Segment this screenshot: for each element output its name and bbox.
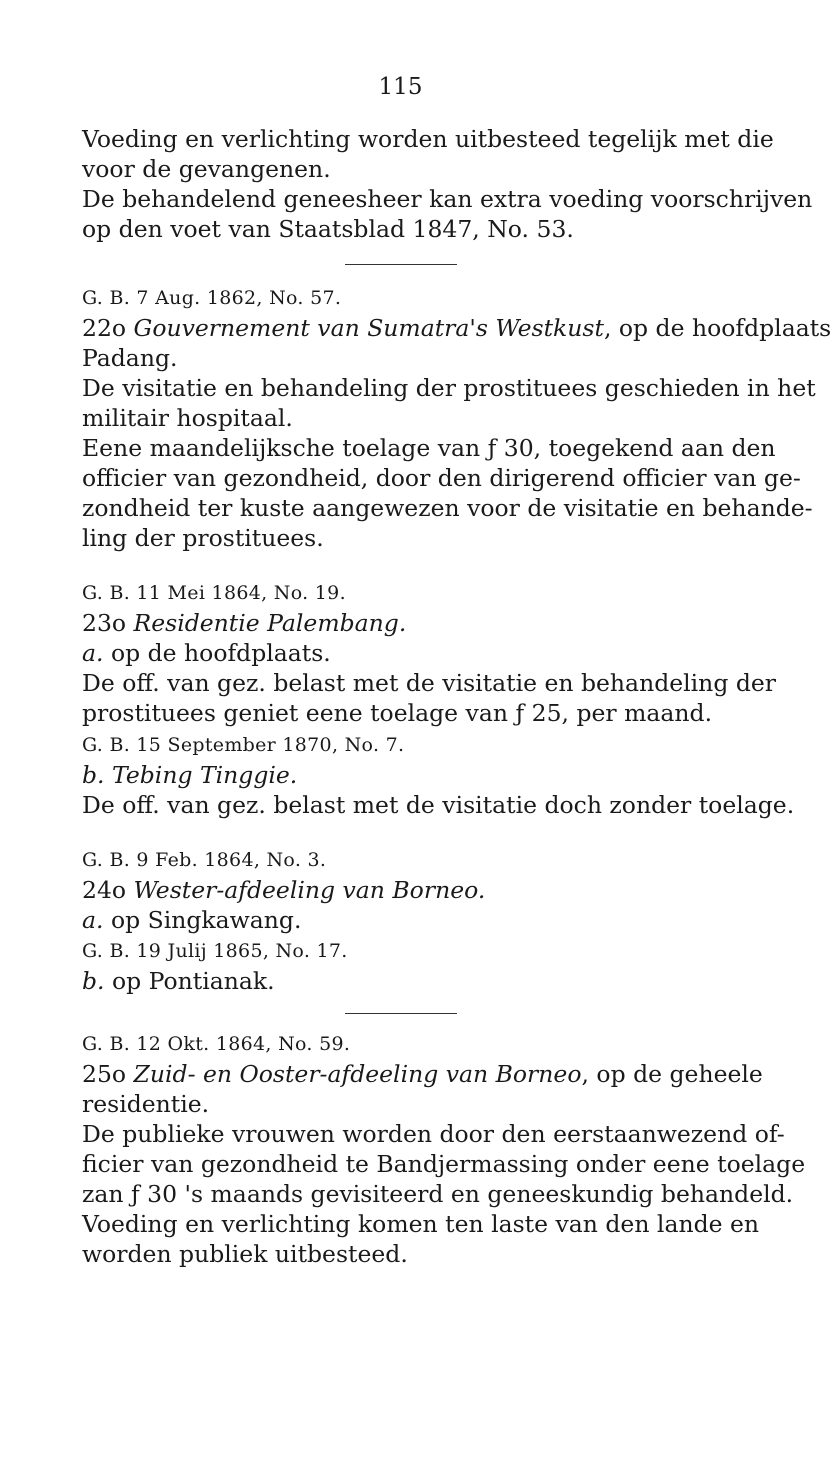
decree-reference: G. B. 19 Julij 1865, No. 17. — [82, 940, 348, 962]
text-line: De behandelend geneesheer kan extra voeding voorschrijven — [82, 185, 813, 213]
decree-reference: G. B. 12 Okt. 1864, No. 59. — [82, 1033, 351, 1055]
subsection-text: op Pontianak. — [112, 967, 275, 995]
section-title: Gouvernement van Sumatra's Westkust — [133, 314, 604, 342]
section-title-rest: , op de geheele — [581, 1060, 763, 1088]
text-line: Voeding en verlichting komen ten laste van den lande en — [82, 1210, 760, 1238]
text-line: prostituees geniet eene toelage van ƒ 25, per maand. — [82, 699, 713, 727]
subsection-text: op Singkawang. — [110, 906, 302, 934]
text-line: voor de gevangenen. — [82, 155, 331, 183]
text-line: zondheid ter kuste aangewezen voor de visitatie en behande- — [82, 494, 813, 522]
text-line: De visitatie en behandeling der prostituees geschieden in het — [82, 374, 816, 402]
subsection — [82, 966, 275, 996]
text-line: militair hospitaal. — [82, 404, 293, 432]
section-number: 25o — [82, 1060, 127, 1088]
section-heading — [82, 1059, 763, 1089]
section-divider — [345, 264, 457, 265]
section-number: 24o — [82, 876, 127, 904]
subsection — [82, 760, 297, 790]
subsection-letter: a. — [82, 639, 104, 667]
decree-reference: G. B. 11 Mei 1864, No. 19. — [82, 582, 346, 604]
text-line: officier van gezondheid, door den dirigerend officier van ge- — [82, 464, 801, 492]
text-line: Padang. — [82, 344, 178, 372]
section-title: Wester-afdeeling van Borneo. — [133, 876, 486, 904]
section-number: 23o — [82, 609, 127, 637]
decree-reference: G. B. 9 Feb. 1864, No. 3. — [82, 849, 327, 871]
text-line: worden publiek uitbesteed. — [82, 1240, 408, 1268]
subsection — [82, 638, 331, 668]
text-line: De publieke vrouwen worden door den eerstaanwezend of- — [82, 1120, 785, 1148]
section-number: 22o — [82, 314, 127, 342]
text-line: ling der prostituees. — [82, 524, 324, 552]
subsection — [82, 905, 301, 935]
section-title-rest: , op de hoofdplaats — [603, 314, 831, 342]
text-line: residentie. — [82, 1090, 210, 1118]
text-line: De off. van gez. belast met de visitatie doch zonder toelage. — [82, 791, 795, 819]
text-line: ficier van gezondheid te Bandjermassing onder eene toelage — [82, 1150, 806, 1178]
page-number: 115 — [378, 74, 423, 100]
section-title: Residentie Palembang. — [133, 609, 407, 637]
subsection-letter: b. — [82, 967, 105, 995]
section-heading — [82, 313, 831, 343]
text-line: Eene maandelijksche toelage van ƒ 30, toegekend aan den — [82, 434, 776, 462]
text-line: De off. van gez. belast met de visitatie en behandeling der — [82, 669, 777, 697]
section-divider — [345, 1013, 457, 1014]
decree-reference: G. B. 7 Aug. 1862, No. 57. — [82, 287, 342, 309]
decree-reference: G. B. 15 September 1870, No. 7. — [82, 734, 405, 756]
section-heading — [82, 608, 406, 638]
subsection-letter: b. — [82, 761, 105, 789]
subsection-letter: a. — [82, 906, 104, 934]
subsection-text: Tebing Tinggie. — [112, 761, 298, 789]
text-line: op den voet van Staatsblad 1847, No. 53. — [82, 215, 574, 243]
text-line: zan ƒ 30 's maands gevisiteerd en geneeskundig behandeld. — [82, 1180, 794, 1208]
subsection-text: op de hoofdplaats. — [110, 639, 331, 667]
section-heading — [82, 875, 485, 905]
section-title: Zuid- en Ooster-afdeeling van Borneo — [133, 1060, 582, 1088]
text-line: Voeding en verlichting worden uitbesteed tegelijk met die — [82, 125, 774, 153]
